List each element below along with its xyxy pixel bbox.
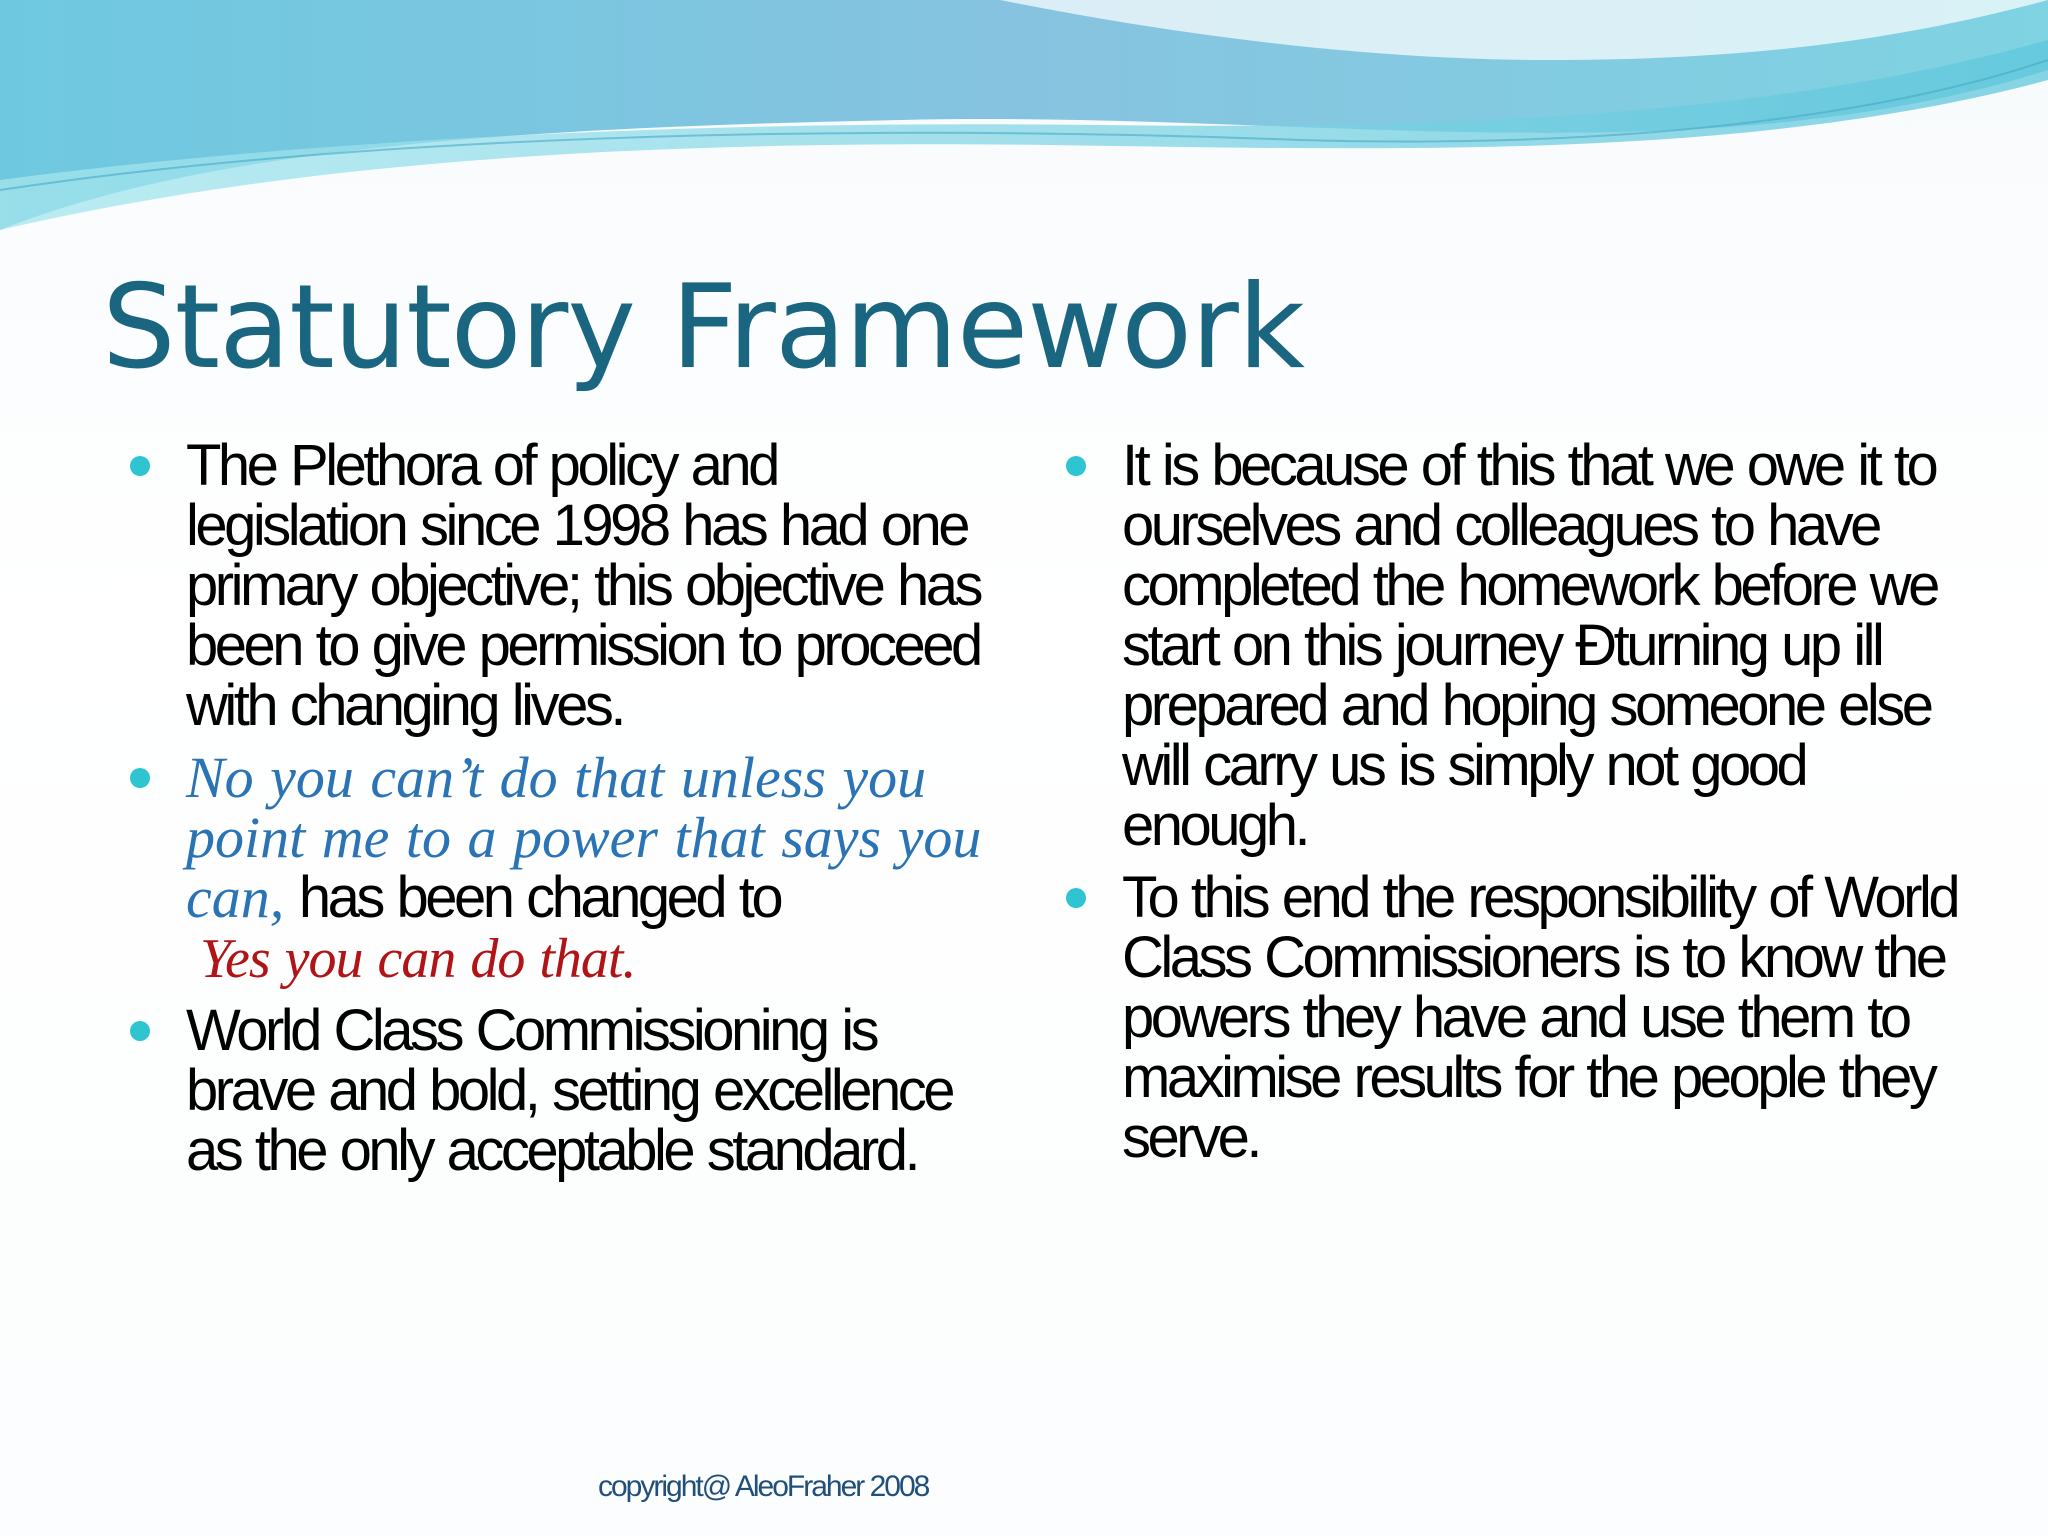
bullet-dot-icon [1066,888,1086,908]
bullet-item [130,433,990,738]
copyright-footer: copyright@ AleoFraher 2008 [598,1470,929,1503]
bullet-item [1066,433,1976,858]
quote-text: No you can’t do that unless you point me to a power that says you can, [186,745,982,930]
bullet-item [1066,865,1976,1170]
header-wave-decoration [0,0,2048,240]
bullet-dot-icon [1066,456,1086,476]
bullet-text [186,745,990,990]
bullet-item [130,998,990,1183]
right-bullet-list [1066,433,1976,1180]
bullet-text: The Plethora of policy and legislation since 1998 has had one primary objective; this objective has been to give permission to proceed with changing lives. [186,433,981,738]
bullet-item [130,745,990,990]
emphasis-text: Yes you can do that. [200,928,636,990]
bullet-dot-icon [130,456,150,476]
bullet-dot-icon [130,1021,150,1041]
left-bullet-list [130,433,990,1193]
bullet-dot-icon [130,768,150,788]
bullet-text: It is because of this that we owe it to ourselves and colleagues to have completed the homework before we start on this journey Ðturning up ill prepared and hoping someone else will carry us is simply not good enough. [1122,433,1937,858]
bullet-text: To this end the responsibility of World Class Commissioners is to know the powers they have and use them to maximise results for the people they serve. [1122,865,1958,1170]
bullet-text: World Class Commissioning is brave and bold, setting excellence as the only acceptable standard. [186,998,953,1183]
slide-title: Statutory Framework [102,260,1305,395]
connector-text: has been changed to [284,865,781,930]
